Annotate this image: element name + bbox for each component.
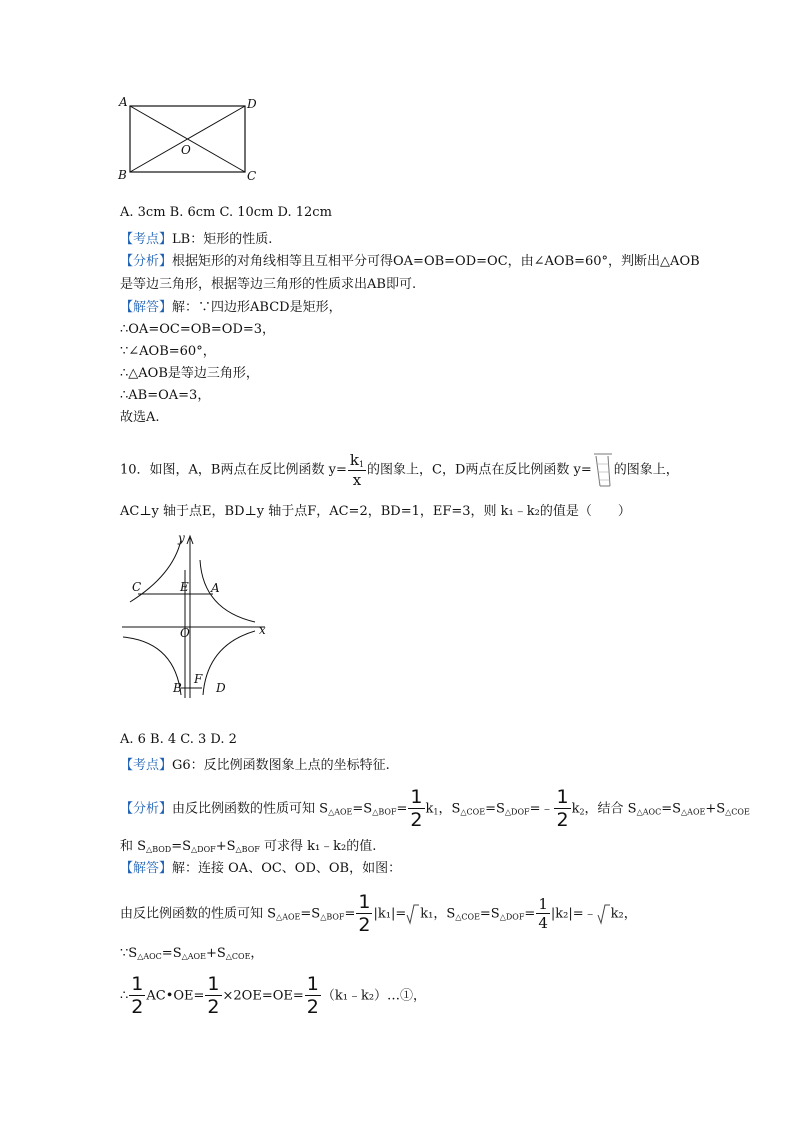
q10-kaodian: 【考点】G6：反比例函数图象上点的坐标特征. <box>120 758 390 773</box>
fraction-quarter: $\frac{1}{4}$ <box>538 895 548 932</box>
label-x: x <box>259 623 266 637</box>
jieda-tag: 【解答】 <box>120 861 173 876</box>
label-y: y <box>178 531 185 545</box>
fenxi-tag: 【分析】 <box>120 254 173 269</box>
label-c: C <box>132 580 142 594</box>
q9-kaodian: 【考点】LB：矩形的性质. <box>120 232 273 247</box>
q10-fenxi-line2: 和 $S_{\triangle BOD}=S_{\triangle DOF}+S_{\triangle BOF}$ 可求得 k₁﹣k₂的值. <box>120 839 377 854</box>
fraction-half: $\frac{1}{2}$ <box>207 973 220 1018</box>
fraction-half: $\frac{1}{2}$ <box>358 891 371 936</box>
jieda-tag: 【解答】 <box>120 300 173 315</box>
fraction-half: $\frac{1}{2}$ <box>131 973 144 1018</box>
label-o: O <box>180 626 190 640</box>
q10-solution-line1: 由反比例函数的性质可知 $S_{\triangle AOE}=S_{\triangle BOF}=$ $\frac{1}{2}$ |k₁|= k₁，$S_{\triangle COE}=S_{\triangle DOF}=$ $\frac{1}{4}$ |k₂|=﹣ k₂， <box>120 891 637 936</box>
fraction-half: $\frac{1}{2}$ <box>410 786 423 831</box>
label-o: O <box>181 143 191 157</box>
q9-step5: 故选A. <box>120 410 160 425</box>
label-a: A <box>119 95 128 109</box>
label-d: D <box>216 681 226 695</box>
label-f: F <box>194 672 203 686</box>
q9-fenxi-line1: 【分析】根据矩形的对角线相等且互相平分可得OA=OB=OD=OC，由∠AOB=60°，判断出△AOB <box>120 254 700 269</box>
q9-fenxi-line2: 是等边三角形，根据等边三角形的性质求出AB即可. <box>120 277 417 292</box>
label-e: E <box>180 580 189 594</box>
q10-solution-line3: ∴ $\frac{1}{2}$ AC•OE= $\frac{1}{2}$ ×2OE=OE= $\frac{1}{2}$ （k₁﹣k₂）…①， <box>120 973 427 1018</box>
q9-step1: ∴OA=OC=OB=OD=3， <box>120 322 276 337</box>
label-a: A <box>211 581 220 595</box>
kaodian-tag: 【考点】 <box>120 232 173 247</box>
q9-options: A. 3cm B. 6cm C. 10cm D. 12cm <box>120 205 332 220</box>
rectangle-figure <box>115 92 265 187</box>
fraction-k1-over-x: $\frac{k_1}{x}$ <box>349 450 365 489</box>
hyperbola-figure <box>115 530 275 700</box>
fraction-half: $\frac{1}{2}$ <box>556 786 569 831</box>
q9-jieda: 【解答】解：∵四边形ABCD是矩形， <box>120 300 342 315</box>
broken-formula-image <box>592 450 614 490</box>
label-c: C <box>247 169 257 183</box>
broken-formula-image <box>406 903 420 925</box>
q10-options: A. 6 B. 4 C. 3 D. 2 <box>120 732 237 747</box>
q10-solution-line2: $\because S_{\triangle AOC}=S_{\triangle AOE}+S_{\triangle COE}$， <box>120 946 264 961</box>
label-d: D <box>247 97 257 111</box>
q9-step2: ∵∠AOB=60°， <box>120 344 216 359</box>
fenxi-tag: 【分析】 <box>120 801 173 817</box>
fraction-half: $\frac{1}{2}$ <box>306 973 319 1018</box>
q10-stem-line1: 10．如图，A，B两点在反比例函数 y= $\frac{k_1}{x}$ 的图象上，C，D两点在反比例函数 y= 的图象上， <box>120 450 679 489</box>
label-b: B <box>118 168 127 182</box>
q10-stem-line2: AC⊥y 轴于点E，BD⊥y 轴于点F，AC=2，BD=1，EF=3，则 k₁﹣k₂的值是（ ） <box>120 504 631 519</box>
q10-fenxi-line1: 【分析】由反比例函数的性质可知 $S_{\triangle AOE}=S_{\triangle BOF}=$ $\frac{1}{2}$ $k_1$，$S_{\triangle COE}=S_{\triangle DOF}=﹣$ $\frac{1}{2}$ $k_2$，结合 $S_{\triangle AOC}=S_{\triangle AOE}+S_{\triangle COE}$ <box>120 786 750 831</box>
q9-step3: ∴△AOB是等边三角形， <box>120 366 259 381</box>
broken-formula-image <box>597 903 611 925</box>
q9-step4: ∴AB=OA=3， <box>120 388 211 403</box>
q10-jieda: 【解答】解：连接 OA、OC、OD、OB，如图： <box>120 861 402 876</box>
label-b: B <box>173 681 182 695</box>
kaodian-tag: 【考点】 <box>120 758 173 773</box>
